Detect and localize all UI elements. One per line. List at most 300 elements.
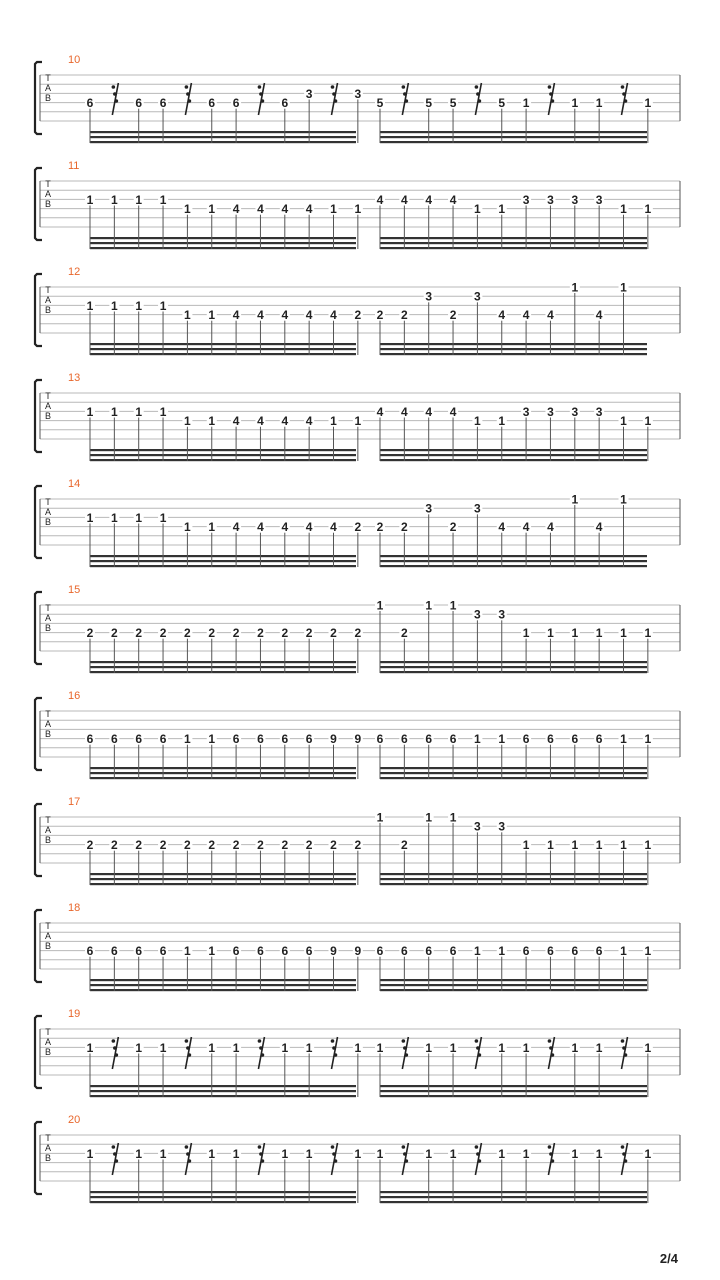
tab-system: [35, 690, 680, 779]
fret-number: 6: [449, 732, 457, 747]
fret-number: 6: [232, 732, 240, 747]
rest-dot: [259, 1046, 263, 1050]
tab-systems: [35, 54, 680, 1203]
rest-dot: [331, 85, 335, 89]
rest-dot: [258, 1039, 262, 1043]
measure-number: 11: [68, 160, 80, 172]
tab-system: [35, 54, 680, 143]
fret-number: 1: [208, 732, 216, 747]
tab-clef-letter: A: [44, 1037, 52, 1047]
tab-system: [35, 372, 680, 461]
beam: [90, 984, 356, 986]
fret-number: 6: [425, 944, 433, 959]
fret-number: 1: [354, 202, 362, 217]
fret-number: 1: [449, 1146, 457, 1161]
rest-dot: [549, 1152, 553, 1156]
fret-number: 2: [257, 838, 264, 853]
fret-number: 1: [571, 1040, 579, 1055]
fret-number: 6: [522, 732, 530, 747]
fret-number: 1: [376, 1040, 384, 1055]
rest-dot: [551, 1053, 555, 1057]
fret-number: 1: [111, 510, 118, 525]
fret-number: 1: [644, 96, 652, 111]
rest-dot: [331, 1145, 335, 1149]
beam: [90, 343, 356, 345]
fret-number: 4: [425, 404, 433, 419]
fret-number: 1: [86, 192, 94, 207]
rest-dot: [403, 1046, 407, 1050]
beam: [380, 767, 647, 769]
fret-number: 6: [425, 732, 433, 747]
fret-number: 1: [498, 944, 506, 959]
fret-number: 4: [376, 192, 384, 207]
tab-clef-letter: A: [44, 295, 52, 305]
rest-dot: [475, 1145, 479, 1149]
fret-number: 1: [425, 1146, 433, 1161]
beam: [90, 555, 356, 557]
fret-number: 4: [522, 308, 530, 323]
fret-number: 6: [522, 944, 530, 959]
beam: [90, 560, 356, 562]
beam: [90, 671, 356, 673]
fret-number: 6: [571, 732, 579, 747]
beam: [380, 565, 647, 567]
fret-number: 1: [620, 414, 627, 429]
fret-number: 1: [281, 1146, 289, 1161]
beam: [90, 878, 356, 880]
fret-number: 1: [571, 838, 579, 853]
beam: [90, 247, 356, 249]
fret-number: 1: [644, 1040, 652, 1055]
fret-number: 1: [425, 1040, 433, 1055]
tab-clef-letter: B: [44, 517, 52, 527]
rest-dot: [185, 85, 189, 89]
fret-number: 2: [281, 838, 289, 853]
fret-number: 3: [498, 607, 506, 622]
fret-number: 1: [184, 202, 191, 217]
fret-number: 2: [232, 838, 240, 853]
fret-number: 2: [305, 838, 313, 853]
rest-dot: [258, 85, 262, 89]
rest-dot: [402, 1145, 406, 1149]
fret-number: 6: [111, 944, 118, 959]
rest-dot: [113, 1046, 117, 1050]
measure-number: 15: [68, 584, 81, 596]
beam: [380, 136, 647, 138]
rest-dot: [113, 1152, 117, 1156]
fret-number: 3: [571, 192, 579, 207]
beam: [90, 777, 356, 779]
measure-number: 18: [68, 902, 81, 914]
fret-number: 1: [208, 414, 216, 429]
rest-dot: [551, 1159, 555, 1163]
rest-dot: [334, 99, 338, 103]
beam: [380, 671, 647, 673]
fret-number: 2: [208, 626, 216, 641]
fret-number: 4: [232, 202, 240, 217]
fret-number: 1: [86, 510, 94, 525]
fret-number: 1: [522, 838, 530, 853]
fret-number: 1: [111, 404, 118, 419]
measure-number: 19: [68, 1008, 81, 1020]
fret-number: 1: [474, 732, 481, 747]
rest-dot: [475, 85, 479, 89]
beam: [380, 989, 647, 991]
fret-number: 1: [522, 1040, 530, 1055]
fret-number: 1: [208, 1146, 216, 1161]
rest-dot: [258, 1145, 262, 1149]
fret-number: 4: [449, 404, 457, 419]
fret-number: 1: [474, 202, 481, 217]
fret-number: 1: [159, 404, 167, 419]
fret-number: 6: [376, 732, 384, 747]
fret-number: 1: [474, 414, 481, 429]
tab-system: [35, 902, 680, 991]
tab-clef-letter: A: [44, 189, 52, 199]
tab-clef-letter: A: [44, 719, 52, 729]
beam: [380, 878, 647, 880]
tab-clef-letter: B: [44, 305, 52, 315]
fret-number: 4: [281, 308, 289, 323]
fret-number: 6: [401, 944, 408, 959]
fret-number: 4: [257, 414, 264, 429]
fret-number: 1: [547, 626, 554, 641]
rest-dot: [331, 1039, 335, 1043]
tab-clef-letter: B: [44, 199, 52, 209]
fret-number: 1: [305, 1040, 313, 1055]
fret-number: 4: [232, 414, 240, 429]
fret-number: 4: [305, 520, 313, 535]
system-bracket: [35, 380, 42, 452]
fret-number: 1: [571, 96, 579, 111]
beam: [90, 873, 356, 875]
fret-number: 2: [184, 626, 191, 641]
fret-number: 9: [330, 732, 337, 747]
fret-number: 1: [449, 1040, 457, 1055]
tab-clef-letter: B: [44, 729, 52, 739]
fret-number: 4: [232, 308, 240, 323]
fret-number: 3: [571, 404, 579, 419]
page-number: 2/4: [659, 1251, 678, 1266]
fret-number: 4: [305, 202, 313, 217]
fret-number: 2: [354, 520, 362, 535]
fret-number: 1: [184, 520, 191, 535]
rest-dot: [622, 1152, 626, 1156]
fret-number: 1: [449, 810, 457, 825]
beam: [90, 136, 356, 138]
beam: [380, 1191, 647, 1193]
beam: [380, 666, 647, 668]
tab-clef-letter: B: [44, 1153, 52, 1163]
beam: [380, 661, 647, 663]
system-bracket: [35, 698, 42, 770]
fret-number: 2: [401, 838, 408, 853]
fret-number: 2: [449, 520, 457, 535]
fret-number: 3: [547, 404, 554, 419]
rest-dot: [115, 99, 119, 103]
rest-dot: [622, 1046, 626, 1050]
tab-system: [35, 584, 680, 673]
fret-number: 1: [571, 626, 579, 641]
fret-number: 1: [208, 944, 216, 959]
beam: [380, 873, 647, 875]
beam: [90, 454, 356, 456]
rest-dot: [403, 92, 407, 96]
beam: [90, 661, 356, 663]
fret-number: 1: [498, 1146, 506, 1161]
fret-number: 1: [159, 1040, 167, 1055]
fret-number: 1: [595, 626, 603, 641]
beam: [380, 555, 647, 557]
rest-dot: [112, 1145, 116, 1149]
rest-dot: [624, 1053, 628, 1057]
fret-number: 4: [449, 192, 457, 207]
fret-number: 1: [86, 1040, 94, 1055]
tab-system: [35, 796, 680, 885]
fret-number: 1: [449, 598, 457, 613]
fret-number: 6: [135, 96, 143, 111]
rest-dot: [332, 1152, 336, 1156]
fret-number: 6: [376, 944, 384, 959]
tab-clef-letter: A: [44, 931, 52, 941]
beam: [90, 242, 356, 244]
fret-number: 4: [547, 520, 554, 535]
rest-dot: [112, 1039, 116, 1043]
fret-number: 1: [498, 1040, 506, 1055]
rest-dot: [332, 1046, 336, 1050]
fret-number: 4: [281, 520, 289, 535]
fret-number: 2: [159, 626, 167, 641]
fret-number: 3: [522, 192, 530, 207]
fret-number: 5: [425, 96, 433, 111]
tab-clef-letter: T: [45, 709, 51, 719]
fret-number: 6: [257, 732, 264, 747]
fret-number: 1: [135, 1040, 143, 1055]
tab-clef-letter: A: [44, 401, 52, 411]
measure-number: 13: [68, 372, 81, 384]
fret-number: 6: [135, 944, 143, 959]
fret-number: 6: [208, 96, 216, 111]
fret-number: 6: [547, 944, 554, 959]
fret-number: 1: [571, 1146, 579, 1161]
fret-number: 1: [305, 1146, 313, 1161]
tab-clef-letter: T: [45, 815, 51, 825]
system-bracket: [35, 592, 42, 664]
beam: [380, 1085, 647, 1087]
fret-number: 4: [376, 404, 384, 419]
rest-dot: [115, 1053, 119, 1057]
fret-number: 2: [354, 308, 362, 323]
measure-number: 17: [68, 796, 81, 808]
rest-dot: [476, 92, 480, 96]
fret-number: 1: [208, 520, 216, 535]
beam: [380, 777, 647, 779]
rest-dot: [478, 1053, 482, 1057]
rest-dot: [478, 99, 482, 103]
beam: [90, 666, 356, 668]
beam: [90, 1095, 356, 1097]
fret-number: 1: [498, 202, 506, 217]
fret-number: 4: [281, 414, 289, 429]
rest-dot: [621, 1039, 625, 1043]
system-bracket: [35, 1016, 42, 1088]
rest-dot: [622, 92, 626, 96]
fret-number: 5: [498, 96, 506, 111]
fret-number: 4: [425, 192, 433, 207]
fret-number: 1: [522, 96, 530, 111]
fret-number: 1: [354, 1146, 362, 1161]
fret-number: 4: [257, 202, 264, 217]
tab-clef-letter: B: [44, 411, 52, 421]
rest-dot: [624, 99, 628, 103]
beam: [90, 131, 356, 133]
rest-dot: [405, 99, 409, 103]
fret-number: 6: [232, 944, 240, 959]
system-bracket: [35, 804, 42, 876]
tab-clef-letter: T: [45, 497, 51, 507]
fret-number: 1: [644, 202, 652, 217]
fret-number: 6: [135, 732, 143, 747]
fret-number: 3: [522, 404, 530, 419]
fret-number: 3: [547, 192, 554, 207]
beam: [380, 242, 647, 244]
rest-dot: [551, 99, 555, 103]
fret-number: 6: [159, 944, 167, 959]
system-bracket: [35, 486, 42, 558]
fret-number: 1: [498, 414, 506, 429]
beam: [380, 1095, 647, 1097]
fret-number: 2: [330, 626, 337, 641]
tab-system: [35, 266, 680, 355]
fret-number: 2: [330, 838, 337, 853]
fret-number: 1: [232, 1040, 240, 1055]
fret-number: 2: [305, 626, 313, 641]
system-bracket: [35, 1122, 42, 1194]
fret-number: 4: [330, 520, 337, 535]
fret-number: 6: [257, 944, 264, 959]
fret-number: 1: [620, 944, 627, 959]
fret-number: 1: [620, 838, 627, 853]
rest-dot: [186, 92, 190, 96]
fret-number: 6: [281, 944, 289, 959]
fret-number: 1: [498, 732, 506, 747]
fret-number: 1: [135, 1146, 143, 1161]
beam: [380, 353, 647, 355]
fret-number: 1: [184, 944, 191, 959]
tab-clef-letter: A: [44, 507, 52, 517]
rest-dot: [624, 1159, 628, 1163]
fret-number: 1: [620, 626, 627, 641]
fret-number: 1: [208, 308, 216, 323]
beam: [380, 449, 647, 451]
fret-number: 2: [401, 520, 408, 535]
fret-number: 9: [354, 732, 362, 747]
beam: [380, 131, 647, 133]
fret-number: 2: [354, 838, 362, 853]
system-bracket: [35, 274, 42, 346]
fret-number: 4: [498, 308, 506, 323]
rest-dot: [621, 1145, 625, 1149]
rest-dot: [186, 1046, 190, 1050]
beam: [380, 1201, 647, 1203]
rest-dot: [402, 1039, 406, 1043]
beam: [90, 348, 356, 350]
fret-number: 3: [595, 192, 603, 207]
tab-clef-letter: A: [44, 613, 52, 623]
fret-number: 1: [571, 492, 579, 507]
fret-number: 4: [330, 308, 337, 323]
fret-number: 4: [595, 520, 603, 535]
fret-number: 1: [522, 626, 530, 641]
fret-number: 2: [257, 626, 264, 641]
fret-number: 4: [257, 308, 264, 323]
beam: [90, 772, 356, 774]
rest-dot: [334, 1159, 338, 1163]
rest-dot: [186, 1152, 190, 1156]
rest-dot: [548, 1145, 552, 1149]
tab-clef-letter: T: [45, 391, 51, 401]
rest-dot: [259, 1152, 263, 1156]
rest-dot: [475, 1039, 479, 1043]
fret-number: 6: [232, 96, 240, 111]
fret-number: 2: [184, 838, 191, 853]
rest-dot: [548, 1039, 552, 1043]
tab-system: [35, 1114, 680, 1203]
beam: [90, 353, 356, 355]
beam: [90, 141, 356, 143]
system-bracket: [35, 168, 42, 240]
fret-number: 9: [330, 944, 337, 959]
fret-number: 2: [281, 626, 289, 641]
fret-number: 2: [376, 308, 384, 323]
fret-number: 3: [474, 607, 481, 622]
beam: [90, 1201, 356, 1203]
fret-number: 3: [474, 819, 481, 834]
fret-number: 1: [354, 414, 362, 429]
tab-clef-letter: T: [45, 179, 51, 189]
fret-number: 1: [86, 298, 94, 313]
fret-number: 1: [159, 192, 167, 207]
fret-number: 6: [449, 944, 457, 959]
fret-number: 3: [474, 501, 481, 516]
fret-number: 1: [595, 1040, 603, 1055]
fret-number: 1: [595, 838, 603, 853]
fret-number: 1: [184, 414, 191, 429]
rest-dot: [261, 99, 265, 103]
beam: [90, 767, 356, 769]
beam: [380, 348, 647, 350]
tab-clef-letter: B: [44, 941, 52, 951]
fret-number: 1: [376, 1146, 384, 1161]
beam: [90, 883, 356, 885]
fret-number: 1: [644, 944, 652, 959]
fret-number: 4: [257, 520, 264, 535]
rest-dot: [188, 1159, 192, 1163]
fret-number: 2: [449, 308, 457, 323]
beam: [90, 459, 356, 461]
fret-number: 4: [498, 520, 506, 535]
fret-number: 1: [111, 298, 118, 313]
fret-number: 6: [159, 732, 167, 747]
fret-number: 2: [86, 838, 94, 853]
fret-number: 2: [86, 626, 94, 641]
fret-number: 6: [86, 732, 94, 747]
fret-number: 6: [547, 732, 554, 747]
beam: [380, 1196, 647, 1198]
fret-number: 1: [474, 944, 481, 959]
fret-number: 6: [281, 732, 289, 747]
tab-clef-letter: T: [45, 921, 51, 931]
